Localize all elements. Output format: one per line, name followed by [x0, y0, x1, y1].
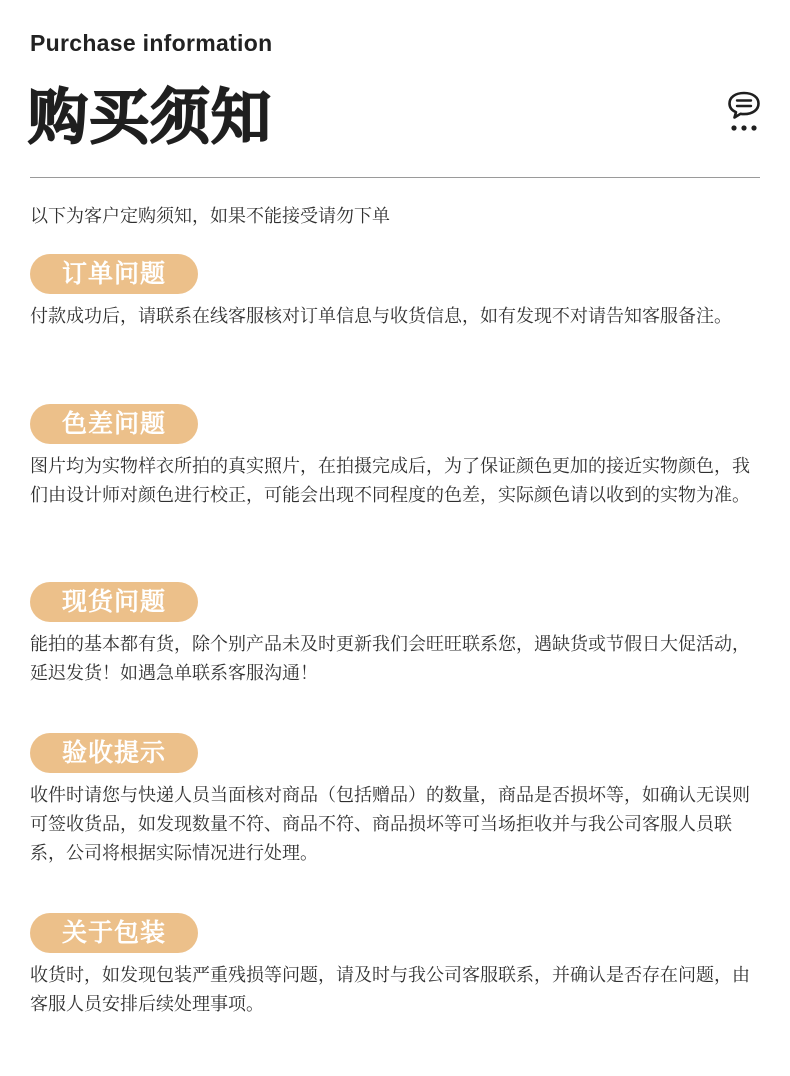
section-title-pill: 色差问题: [30, 404, 198, 444]
section-body: 收货时，如发现包装严重残损等问题，请及时与我公司客服联系，并确认是否存在问题，由客服人员安排后续处理事项。: [30, 965, 750, 1015]
section-body: 能拍的基本都有货，除个别产品未及时更新我们会旺旺联系您，遇缺货或节假日大促活动，延迟发货！如遇急单联系客服沟通！: [30, 634, 750, 684]
section-title-pill: 关于包装: [30, 913, 198, 953]
section-stock: [30, 582, 760, 688]
section-title-pill: 现货问题: [30, 582, 198, 622]
section-body: 付款成功后，请联系在线客服核对订单信息与收货信息，如有发现不对请告知客服备注。: [30, 306, 732, 327]
header-divider: [30, 177, 760, 178]
section-inspection: [30, 733, 760, 868]
section-color-difference: [30, 404, 760, 510]
intro-text: 以下为客户定购须知，如果不能接受请勿下单: [30, 206, 390, 227]
section-body: 图片均为实物样衣所拍的真实照片，在拍摄完成后，为了保证颜色更加的接近实物颜色，我们由设计师对颜色进行校正，可能会出现不同程度的色差，实际颜色请以收到的实物为准。: [30, 456, 750, 506]
section-title-pill: 验收提示: [30, 733, 198, 773]
section-order: [30, 254, 760, 331]
section-packaging: [30, 913, 760, 1019]
page-subtitle-en: Purchase information: [30, 30, 273, 56]
page-title: 购买须知: [28, 83, 272, 153]
section-title-pill: 订单问题: [30, 254, 198, 294]
section-body: 收件时请您与快递人员当面核对商品（包括赠品）的数量，商品是否损坏等，如确认无误则可签收货品，如发现数量不符、商品不符、商品损坏等可当场拒收并与我公司客服人员联系，公司将根据实际情况进行处理。: [30, 785, 750, 864]
chat-bubble-icon: [727, 90, 761, 134]
